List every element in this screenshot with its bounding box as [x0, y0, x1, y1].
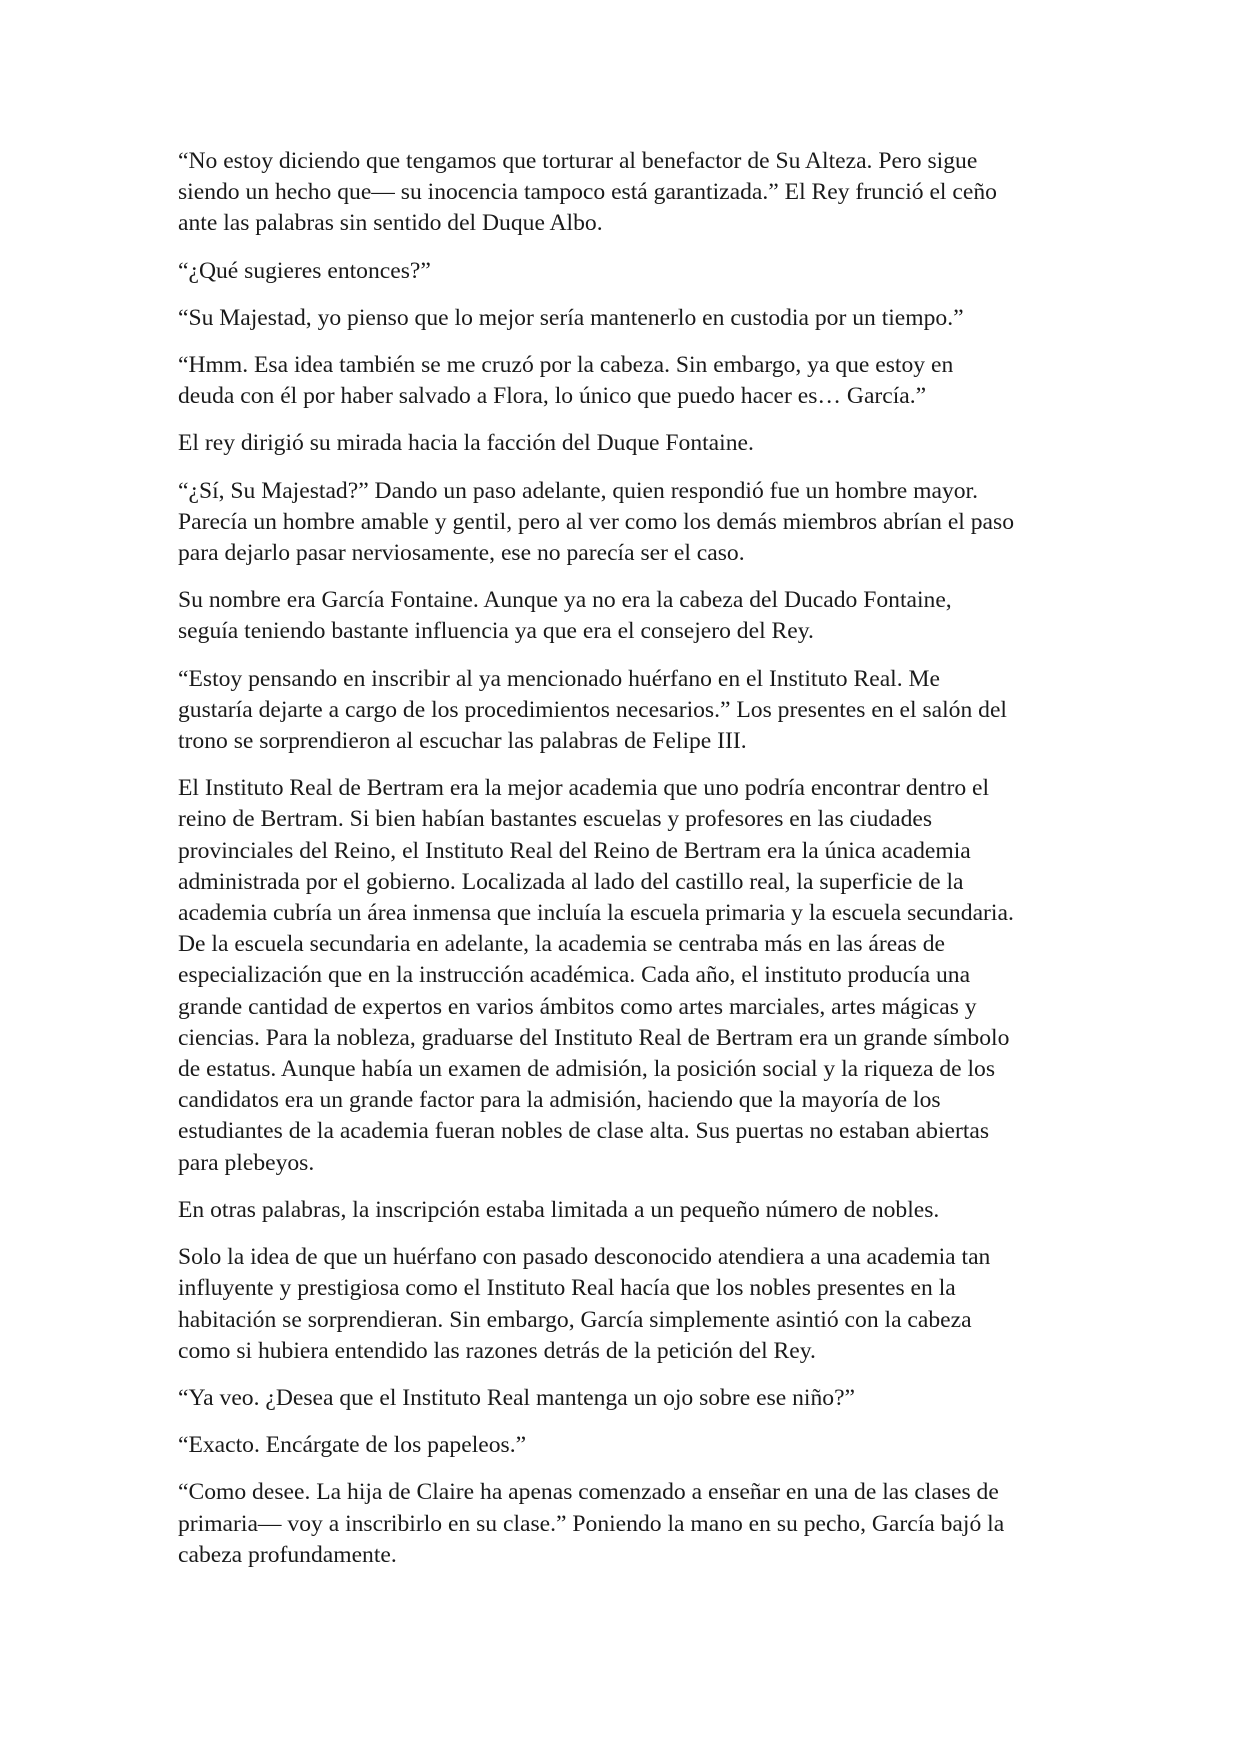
paragraph: “Exacto. Encárgate de los papeleos.” [178, 1432, 527, 1459]
paragraph: “Hmm. Esa idea también se me cruzó por la cabeza. Sin embargo, ya que estoy en deuda con él por haber salvado a Flora, lo único que puedo hacer es… García.” [178, 352, 954, 410]
paragraph: “Ya veo. ¿Desea que el Instituto Real mantenga un ojo sobre ese niño?” [178, 1384, 856, 1411]
paragraph: “No estoy diciendo que tengamos que torturar al benefactor de Su Alteza. Pero sigue siendo un hecho que— su inocencia tampoco está garantizada.” El Rey frunció el ceño ante las palabras sin sentido del Duque Albo. [178, 148, 997, 237]
paragraph: “Como desee. La hija de Claire ha apenas comenzado a enseñar en una de las clases de primaria— voy a inscribirlo en su clase.” Poniendo la mano en su pecho, García bajó la cabeza profundamente. [178, 1479, 1005, 1568]
paragraph: “Estoy pensando en inscribir al ya mencionado huérfano en el Instituto Real. Me gustaría dejarte a cargo de los procedimientos necesarios.” Los presentes en el salón del trono se sorprendieron al escuchar las palabras de Felipe III. [178, 665, 1007, 755]
paragraph: El Instituto Real de Bertram era la mejor academia que uno podría encontrar dentro el reino de Bertram. Si bien habían bastantes escuelas y profesores en las ciudades provinciales del Reino, el Instituto Real del Reino de Bertram era la única academia administrada por el gobierno. Localizada al lado del castillo real, la superficie de la academia cubría un área inmensa que incluía la escuela primaria y la escuela secundaria. De la escuela secundaria en adelante, la academia se centraba más en las áreas de especialización que en la instrucción académica. Cada año, el instituto producía una grande cantidad de expertos en varios ámbitos como artes marciales, artes mágicas y ciencias. Para la nobleza, graduarse del Instituto Real de Bertram era un grande símbolo de estatus. Aunque había un examen de admisión, la posición social y la riqueza de los candidatos era un grande factor para la admisión, haciendo que la mayoría de los estudiantes de la academia fueran nobles de clase alta. Sus puertas no estaban abiertas para plebeyos. [178, 775, 1014, 1176]
document-page [178, 146, 1073, 1587]
paragraph: Su nombre era García Fontaine. Aunque ya no era la cabeza del Ducado Fontaine, seguía teniendo bastante influencia ya que era el consejero del Rey. [178, 587, 952, 645]
paragraph: En otras palabras, la inscripción estaba limitada a un pequeño número de nobles. [178, 1196, 940, 1223]
paragraph: El rey dirigió su mirada hacia la facción del Duque Fontaine. [178, 430, 754, 457]
paragraph: “¿Sí, Su Majestad?” Dando un paso adelante, quien respondió fue un hombre mayor. Parecía un hombre amable y gentil, pero al ver como los demás miembros abrían el paso para dejarlo pasar nerviosamente, ese no parecía ser el caso. [178, 477, 1014, 567]
paragraph: Solo la idea de que un huérfano con pasado desconocido atendiera a una academia tan influyente y prestigiosa como el Instituto Real hacía que los nobles presentes en la habitación se sorprendieran. Sin embargo, García simplemente asintió con la cabeza como si hubiera entendido las razones detrás de la petición del Rey. [178, 1244, 991, 1364]
paragraph: “¿Qué sugieres entonces?” [178, 257, 431, 284]
paragraph: “Su Majestad, yo pienso que lo mejor sería mantenerlo en custodia por un tiempo.” [178, 304, 964, 331]
